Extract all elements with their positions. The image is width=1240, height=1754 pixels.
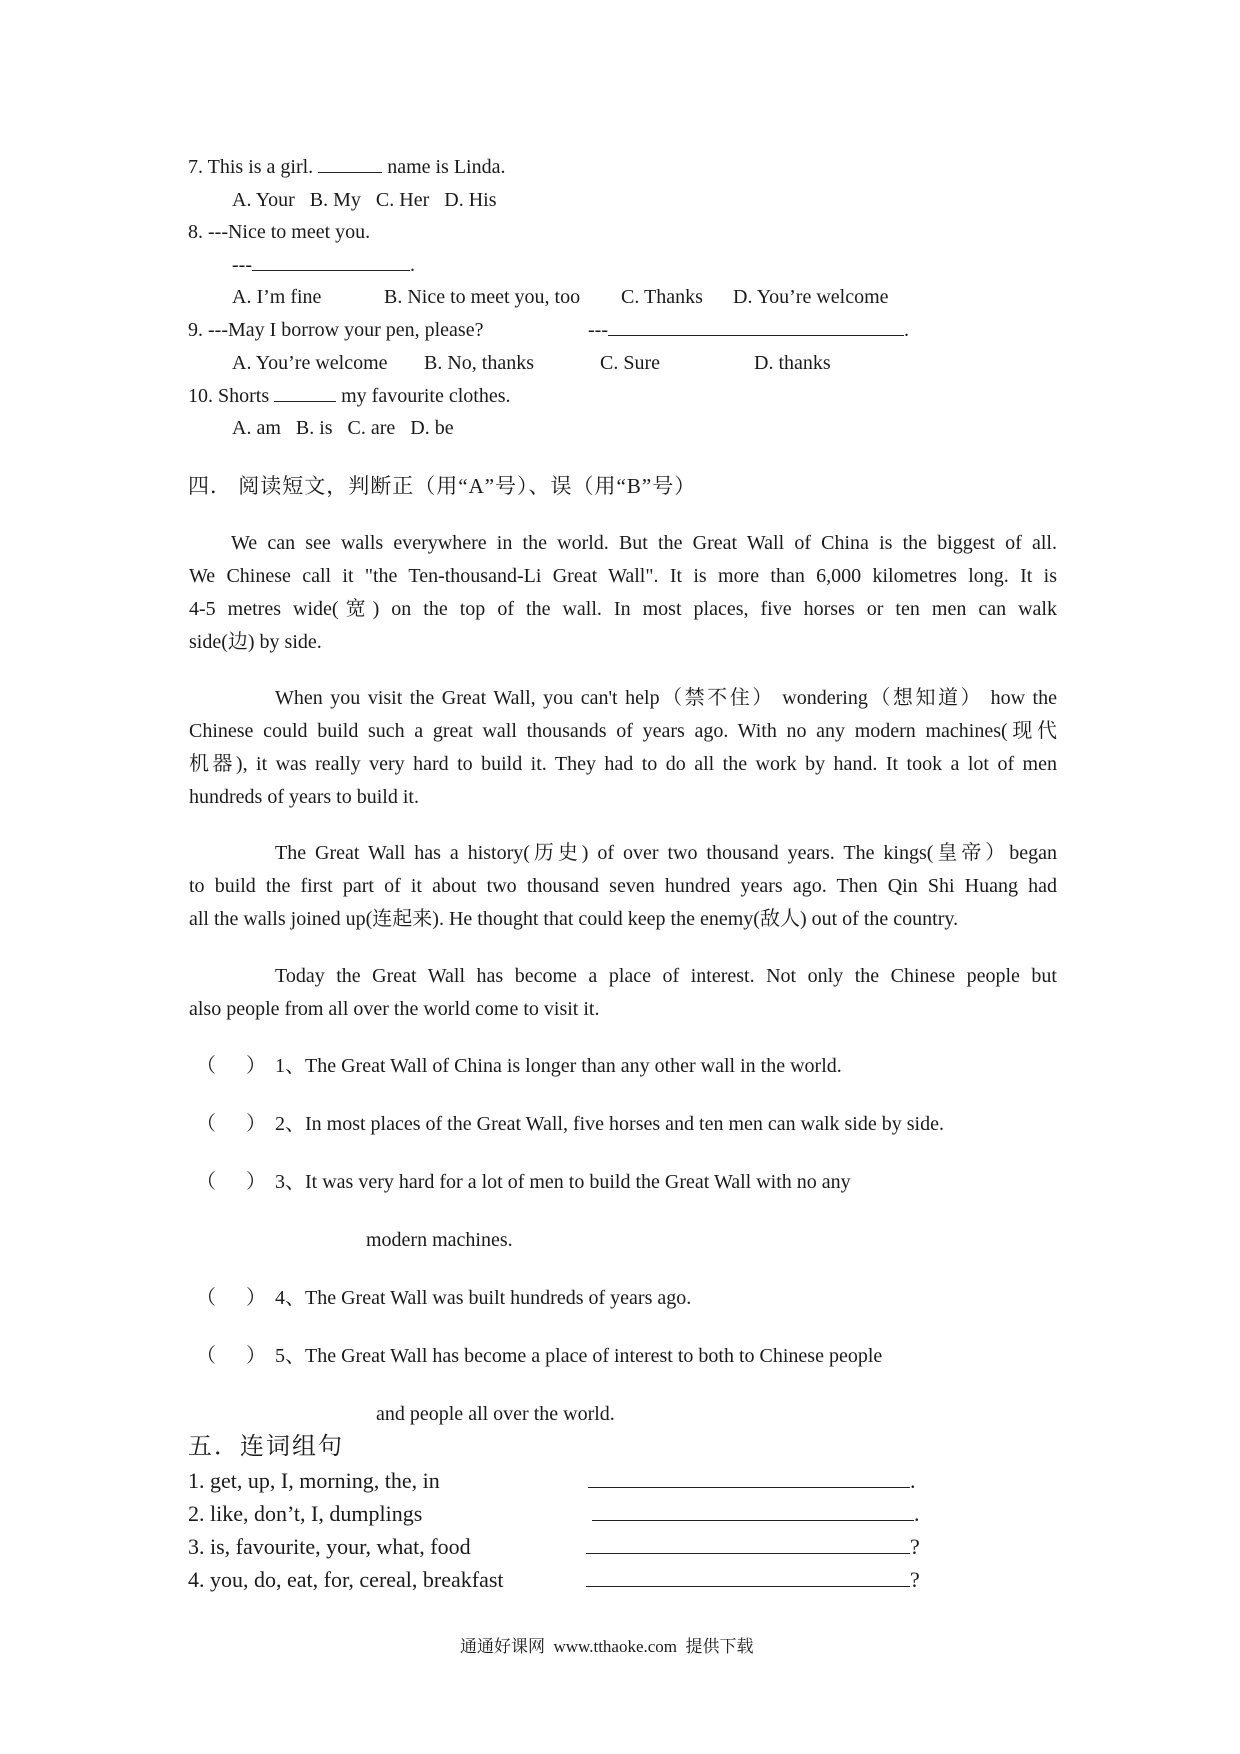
answer-parentheses[interactable]: （ ） <box>196 1113 266 1135</box>
answer-blank <box>252 252 410 271</box>
rearrange-answer[interactable] <box>586 1567 920 1593</box>
passage-line: We Chinese call it "the Ten-thousand-Li Great Wall". It is more than 6,000 kilometres long. It is <box>189 565 1057 587</box>
passage-line: all the walls joined up(连起来). He thought that could keep the enemy(敌人) out of the country. <box>189 908 959 930</box>
answer-blank <box>274 383 336 402</box>
question-8-option-a: A. I’m fine <box>232 286 322 308</box>
rearrange-answer[interactable] <box>592 1501 920 1527</box>
passage-paragraph-3 <box>189 837 1057 936</box>
answer-blank[interactable] <box>588 1469 910 1488</box>
answer-blank <box>608 317 904 336</box>
answer-blank[interactable] <box>592 1502 914 1521</box>
question-8-option-d: D. You’re welcome <box>733 286 889 308</box>
judgement-item: 4、The Great Wall was built hundreds of years ago. <box>275 1287 692 1309</box>
judgement-item: 5、The Great Wall has become a place of interest to both to Chinese people <box>275 1345 883 1367</box>
passage-line: 4-5 metres wide(宽) on the top of the wall. In most places, five horses or ten men can walk <box>189 598 1057 620</box>
question-9-option-a: A. You’re welcome <box>232 352 388 374</box>
question-8-option-c: C. Thanks <box>621 286 703 308</box>
question-8-option-b: B. Nice to meet you, too <box>384 286 581 308</box>
passage-paragraph-1 <box>189 527 1057 659</box>
question-7-text-end: name is Linda. <box>387 156 506 178</box>
passage-line: Chinese could build such a great wall thousands of years ago. With no any modern machines(现代 <box>189 720 1057 742</box>
passage-line: We can see walls everywhere in the world. But the Great Wall of China is the biggest of all. <box>231 532 1057 554</box>
answer-parentheses[interactable]: （ ） <box>196 1055 266 1077</box>
rearrange-words: 1. get, up, I, morning, the, in <box>188 1468 440 1493</box>
answer-blank <box>318 154 382 173</box>
question-9-option-d: D. thanks <box>754 352 831 374</box>
question-10-text: 10. Shorts <box>188 385 270 407</box>
answer-parentheses[interactable]: （ ） <box>196 1345 266 1367</box>
answer-blank[interactable] <box>586 1535 910 1554</box>
passage-paragraph-4 <box>189 960 1057 1026</box>
rearrange-words: 4. you, do, eat, for, cereal, breakfast <box>188 1567 504 1592</box>
answer-prefix: --- <box>232 254 252 276</box>
answer-suffix: . <box>409 254 415 276</box>
sentence-end: . <box>914 1501 920 1526</box>
rearrange-words: 2. like, don’t, I, dumplings <box>188 1501 423 1526</box>
passage-paragraph-2 <box>189 682 1057 814</box>
sentence-end: ? <box>910 1534 920 1559</box>
sentence-end: ? <box>910 1567 920 1592</box>
passage-line: hundreds of years to build it. <box>189 786 419 808</box>
question-8: 8. ---Nice to meet you. <box>188 221 371 243</box>
section-4-title: 四． 阅读短文，判断正（用“A”号）、误（用“B”号） <box>188 474 697 498</box>
question-10-options: A. am B. is C. are D. be <box>232 417 454 439</box>
judgement-item: 2、In most places of the Great Wall, five horses and ten men can walk side by side. <box>275 1113 944 1135</box>
rearrange-answer[interactable] <box>588 1468 916 1494</box>
question-7-text: 7. This is a girl. <box>188 156 314 178</box>
answer-parentheses[interactable]: （ ） <box>196 1171 266 1193</box>
judgement-item: 1、The Great Wall of China is longer than any other wall in the world. <box>275 1055 842 1077</box>
question-8-answer-line <box>232 252 415 278</box>
question-7 <box>188 154 506 180</box>
answer-blank[interactable] <box>586 1568 910 1587</box>
question-10 <box>188 383 511 409</box>
passage-line: side(边) by side. <box>189 631 322 653</box>
question-10-text-end: my favourite clothes. <box>341 385 511 407</box>
sentence-end: . <box>910 1468 916 1493</box>
passage-line: also people from all over the world come to visit it. <box>189 998 600 1020</box>
passage-line: The Great Wall has a history(历史) of over two thousand years. The kings(皇帝）began <box>275 842 1057 864</box>
passage-line: 机器), it was really very hard to build it. They had to do all the work by hand. It took a lot of men <box>189 753 1057 775</box>
answer-parentheses[interactable]: （ ） <box>196 1287 266 1309</box>
passage-line: Today the Great Wall has become a place of interest. Not only the Chinese people but <box>275 965 1057 987</box>
question-9-answer-line <box>588 317 909 343</box>
passage-line: When you visit the Great Wall, you can't help（禁不住） wondering（想知道） how the <box>275 687 1057 709</box>
question-9-option-b: B. No, thanks <box>424 352 534 374</box>
answer-suffix: . <box>903 319 909 341</box>
question-7-options: A. Your B. My C. Her D. His <box>232 189 497 211</box>
question-9-option-c: C. Sure <box>600 352 660 374</box>
question-9: 9. ---May I borrow your pen, please? <box>188 319 484 341</box>
passage-line: to build the first part of it about two thousand seven hundred years ago. Then Qin Shi Huang had <box>189 875 1057 897</box>
answer-prefix: --- <box>588 319 608 341</box>
rearrange-words: 3. is, favourite, your, what, food <box>188 1534 471 1559</box>
judgement-item: 3、It was very hard for a lot of men to build the Great Wall with no any <box>275 1171 851 1193</box>
rearrange-answer[interactable] <box>586 1534 920 1560</box>
judgement-item-continued: and people all over the world. <box>376 1403 615 1425</box>
section-5-title: 五．连词组句 <box>188 1434 344 1460</box>
page-footer: 通通好课网 www.tthaoke.com 提供下载 <box>460 1637 754 1656</box>
judgement-item-continued: modern machines. <box>366 1229 513 1251</box>
